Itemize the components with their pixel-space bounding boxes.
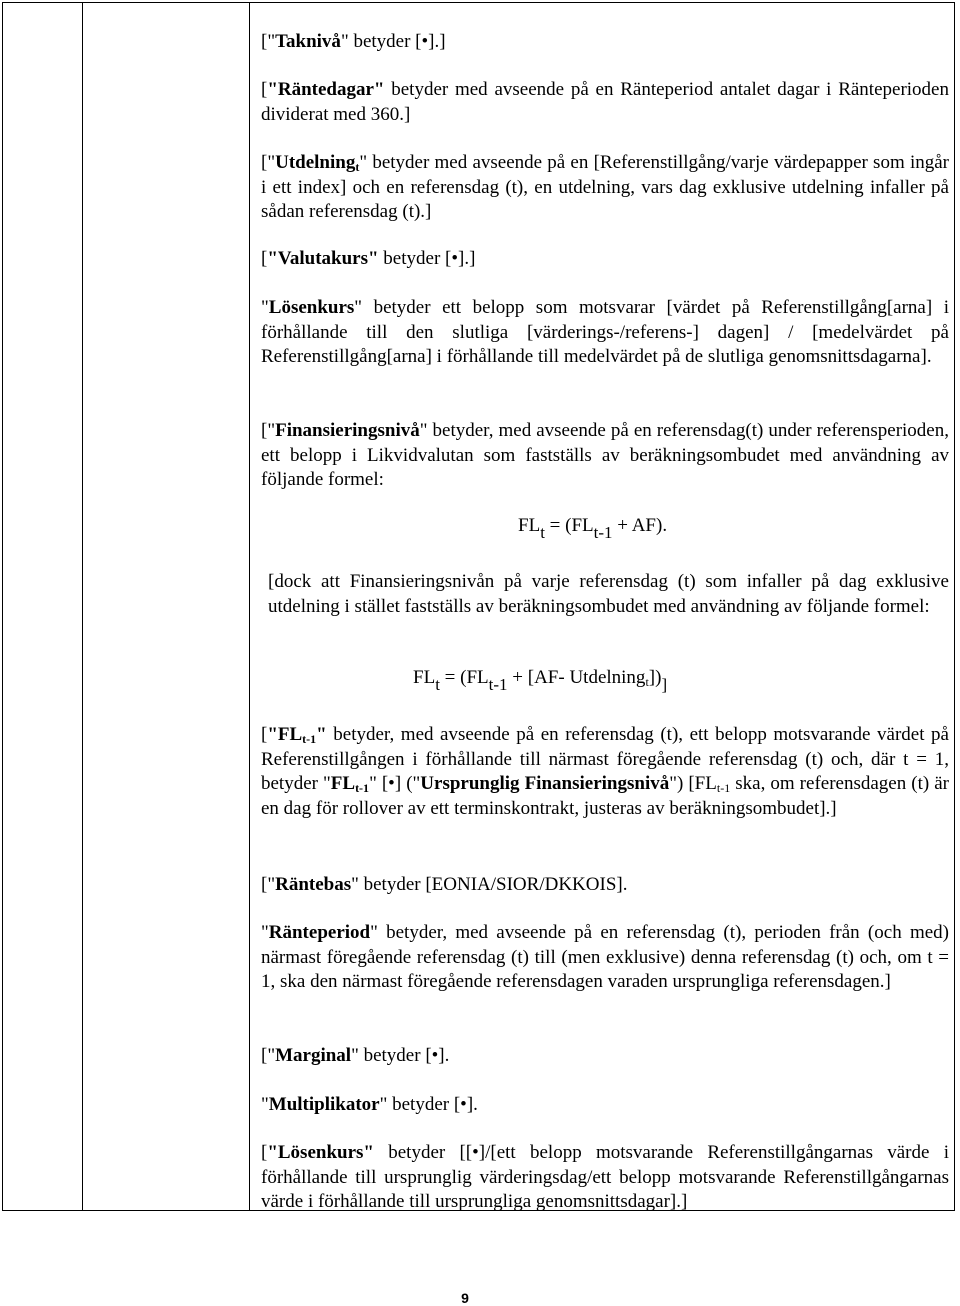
term: Marginal xyxy=(275,1045,352,1066)
definition-marginal: ["Marginal" betyder [•]. xyxy=(261,1045,450,1066)
paragraph-dock: [dock att Finansieringsnivån på varje referensdag (t) som infaller på dag exklusive utdelning i stället fastställs av beräkningsombudet med användning av följande formel: xyxy=(268,571,949,617)
definitions-table xyxy=(2,2,955,1211)
formula-1: $FL_t = (FL_{t-1} + AF)$. xyxy=(518,515,668,542)
term: Utdelning$_t$ xyxy=(275,152,360,174)
definition-valutakurs: ["Valutakurs" betyder [•].] xyxy=(261,248,476,269)
definition-taknivaa: ["Taknivå" betyder [•].] xyxy=(261,31,446,52)
page-number: 9 xyxy=(461,1290,469,1306)
term: Lösenkurs xyxy=(268,297,355,318)
term: Räntebas xyxy=(275,874,352,895)
definition-losenkurs-1: "Lösenkurs" betyder ett belopp som motsvarar [värdet på Referenstillgång[arna] i förhållande till den slutliga [värderings-/referens-] dagen] / [medelvärdet på Referenstillgång[arna] i förhållande till medelvärdet på de slutliga genomsnittsdagarna]. xyxy=(261,297,949,367)
table-column-1 xyxy=(3,3,83,1210)
definition-rantedagar: ["Räntedagar" betyder med avseende på en Ränteperiod antalet dagar i Ränteperioden dividerat med 360.] xyxy=(261,79,949,125)
formula-2: $FL_t = (FL_{t-1} + [AF-$ $Utdelning_t])_]$ xyxy=(413,667,668,694)
definition-utdelning: ["Utdelning$_t$" betyder med avseende på en [Referenstillgång/varje värdepapper som ingår i ett index] och en referensdag (t), en utdelning, vars dag exklusive utdelning infaller på sådan referensdag (t).] xyxy=(261,152,949,222)
term: "Räntedagar" xyxy=(267,79,385,100)
term: Finansieringsnivå xyxy=(275,420,420,441)
table-column-2 xyxy=(83,3,250,1210)
term: Taknivå xyxy=(275,31,341,52)
term: "Valutakurs" xyxy=(267,248,379,269)
definition-fl: ["$FL_{t-1}$" betyder, med avseende på en referensdag (t), ett belopp motsvarande värdet på Referenstillgången i förhållande till närmast föregående referensdag (t) och, där t = 1, betyder "$FL_{t-1}$" [•] ("Ursprunglig Finansieringsnivå") [$FL_{t-1}$ ska, om referensdagen (t) är en dag för rollover av ett terminskontrakt, justeras av beräkningsombudet].] xyxy=(261,724,949,819)
definition-ranteperiod: "Ränteperiod" betyder, med avseende på en referensdag (t), perioden från (och med) närmast föregående referensdag (t) till (men exklusive) denna referensdag (t) och, om t = 1, ska den närmast föregående referensdagen varaden ursprungliga referensdagen.] xyxy=(261,922,949,992)
term: "Lösenkurs" xyxy=(267,1142,374,1163)
definition-multiplikator: "Multiplikator" betyder [•]. xyxy=(261,1094,478,1115)
definition-rantebas: ["Räntebas" betyder [EONIA/SIOR/DKKOIS]. xyxy=(261,874,628,895)
definition-finansieringsniva: ["Finansieringsnivå" betyder, med avseende på en referensdag(t) under referensperioden, ett belopp i Likvidvalutan som fastställs av beräkningsombudet med användning av följande formel: xyxy=(261,420,949,490)
definition-losenkurs-2: ["Lösenkurs" betyder [[•]/[ett belopp motsvarande Referenstillgångarnas värde i förhållande till ursprunglig värderingsdag/ett belopp motsvarande Referenstillgångarnas värde i förhållande till ursprungliga genomsnittsdagar].] xyxy=(261,1142,949,1212)
term: Multiplikator xyxy=(268,1094,380,1115)
term: Ränteperiod xyxy=(268,922,371,943)
term: "$FL_{t-1}$" xyxy=(267,724,327,746)
